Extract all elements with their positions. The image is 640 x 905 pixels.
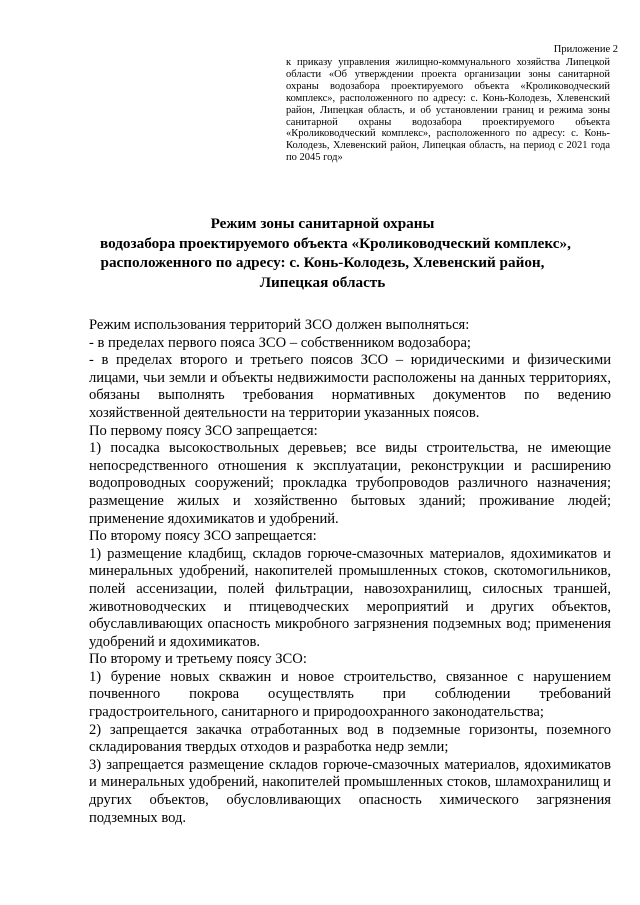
paragraph: - в пределах первого пояса ЗСО – собственником водозабора; [89, 334, 471, 351]
paragraph: По первому поясу ЗСО запрещается: [89, 422, 318, 439]
paragraph: 1) посадка высокоствольных деревьев; все виды строительства, не имеющие непосредственного отношения к эксплуатации, реконструкции и расширению водопроводных сооружений; прокладка трубопроводов различного назначения; размещение жилых и хозяйственно бытовых зданий; проживание людей; применение ядохимикатов и удобрений. [89, 440, 611, 527]
title-line-2: водозабора проектируемого объекта «Кролиководческий комплекс», [100, 234, 571, 252]
paragraph: 3) запрещается размещение складов горюче-смазочных материалов, ядохимикатов и минеральных удобрений, накопителей промышленных стоков, шламохранилищ и других объектов, обусловливающих опасность химического загрязнения подземных вод. [89, 756, 611, 826]
paragraph: 1) размещение кладбищ, складов горюче-смазочных материалов, ядохимикатов и минеральных удобрений, накопителей промышленных стоков, скотомогильников, полей ассенизации, полей фильтрации, навозохранилищ, силосных траншей, животноводческих и птицеводческих мероприятий и других объектов, обуславливающих опасность микробного загрязнения подземных вод; применения удобрений и ядохимикатов. [89, 545, 611, 650]
title-line-4: Липецкая область [259, 273, 386, 291]
document-title [100, 214, 571, 292]
appendix-text: к приказу управления жилищно-коммунального хозяйства Липецкой области «Об утверждении проекта организации зоны санитарной охраны водозабора проектируемого объекта «Кролиководческий комплекс», расположенного по адресу: с. Конь-Колодезь, Хлевенский район, Липецкая область, и об установлении границ и режима зоны санитарной охраны водозабора проектируемого объекта «Кролиководческий комплекс», расположенного по адресу: с. Конь-Колодезь, Хлевенский район, Липецкая область, на период с 2021 года по 2045 год» [286, 57, 610, 164]
paragraph: 1) бурение новых скважин и новое строительство, связанное с нарушением почвенного покрова осуществлять при соблюдении требований градостроительного, санитарного и природоохранного законодательства; [89, 668, 611, 721]
title-line-3: расположенного по адресу: с. Конь-Колодезь, Хлевенский район, [100, 254, 545, 271]
title-line-1: Режим зоны санитарной охраны [210, 215, 435, 232]
paragraph: Режим использования территорий ЗСО должен выполняться: [89, 317, 470, 333]
paragraph: По второму поясу ЗСО запрещается: [89, 528, 317, 545]
paragraph: По второму и третьему поясу ЗСО: [89, 651, 307, 668]
paragraph: - в пределах второго и третьего поясов ЗСО – юридическими и физическими лицами, чьи земли и объекты недвижимости расположены на данных территориях, обязаны выполнять требования нормативных документов по ведению хозяйственной деятельности на территории указанных поясов. [89, 352, 611, 421]
paragraph: 2) запрещается закачка отработанных вод в подземные горизонты, поземного складирования твердых отходов и разработка недр земли; [89, 721, 611, 756]
appendix-label: Приложение 2 [553, 44, 618, 55]
document-body [89, 317, 611, 827]
